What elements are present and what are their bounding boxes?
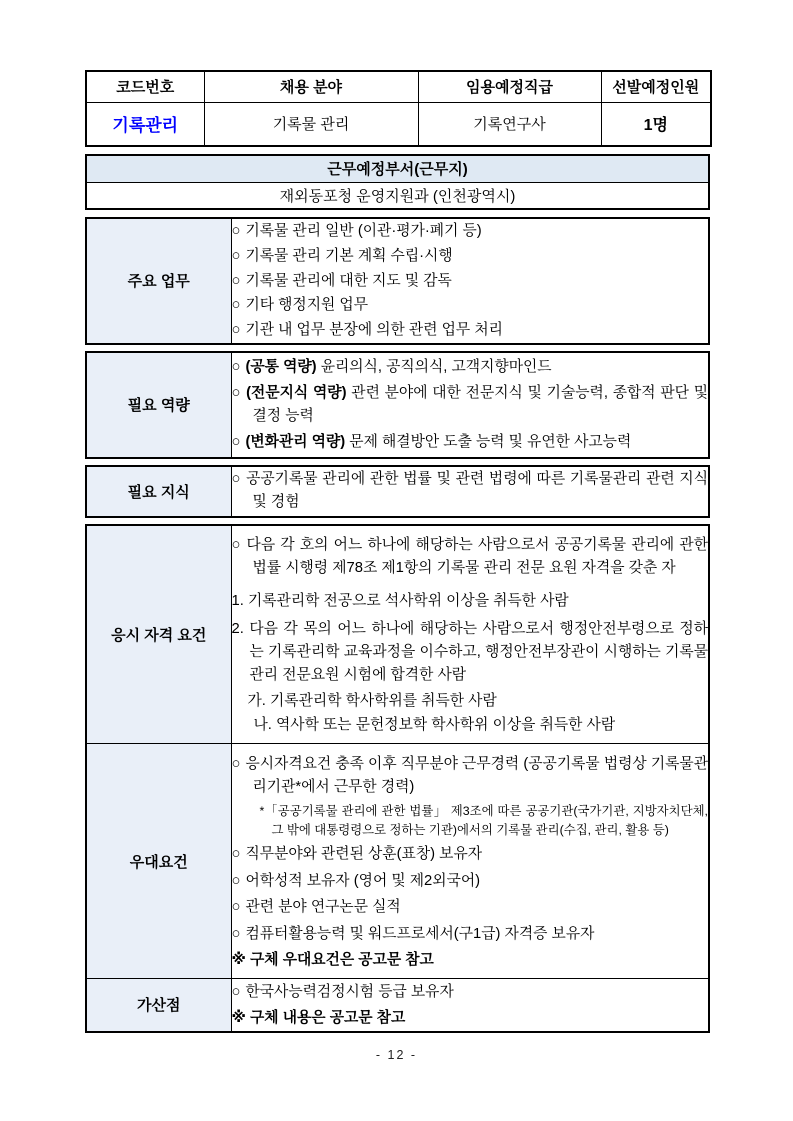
circle-bullet-icon: ○ — [231, 358, 241, 375]
circle-bullet-icon: ○ — [231, 846, 241, 863]
department-value: 재외동포청 운영지원과 (인천광역시) — [86, 182, 709, 209]
circle-bullet-icon: ○ — [231, 384, 242, 401]
department-table — [85, 154, 710, 210]
document-page — [85, 70, 710, 1039]
preferred-row — [86, 744, 709, 979]
qualification-row — [86, 525, 709, 744]
bonus-content — [231, 979, 709, 1032]
competency-tag: (변화관리 역량) — [245, 433, 346, 450]
circle-bullet-icon: ○ — [231, 983, 241, 1000]
qualification-item-2a: 가. 기록관리학 학사학위를 취득한 사람 — [247, 692, 497, 709]
recruit-header-row — [86, 71, 711, 102]
competency-text: 문제 해결방안 도출 능력 및 유연한 사고능력 — [349, 433, 632, 450]
preferred-reference-note: ※ 구체 우대요건은 공고문 참고 — [231, 952, 434, 969]
col-header-count: 선발예정인원 — [601, 71, 711, 102]
circle-bullet-icon: ○ — [231, 297, 241, 314]
competency-text: 윤리의식, 공직의식, 고객지향마인드 — [320, 358, 552, 375]
cell-headcount: 1명 — [601, 102, 711, 146]
col-header-field: 채용 분야 — [204, 71, 418, 102]
recruit-data-row — [86, 102, 711, 146]
preferred-item — [232, 870, 709, 893]
preferred-item — [232, 843, 709, 866]
qualification-intro-text: 다음 각 호의 어느 하나에 해당하는 사람으로서 공공기록물 관리에 관한 법률 시행령 제78조 제1항의 기록물 관리 전문 요원 자격을 갖춘 자 — [246, 536, 708, 576]
cell-code-number: 기록관리 — [86, 102, 204, 146]
circle-bullet-icon: ○ — [231, 471, 242, 488]
circle-bullet-icon: ○ — [231, 872, 241, 889]
duty-text: 기타 행정지원 업무 — [245, 297, 369, 314]
cell-recruit-field: 기록물 관리 — [204, 102, 418, 146]
qualification-item-1: 1. 기록관리학 전공으로 석사학위 이상을 취득한 사람 — [231, 592, 569, 609]
duty-item — [232, 244, 709, 269]
section-label-duties: 주요 업무 — [86, 218, 231, 344]
cell-grade: 기록연구사 — [418, 102, 601, 146]
duty-text: 기록물 관리 기본 계획 수립·시행 — [245, 247, 453, 264]
duty-text: 기록물 관리 일반 (이관·평가·폐기 등) — [245, 223, 482, 239]
col-header-code: 코드번호 — [86, 71, 204, 102]
circle-bullet-icon: ○ — [231, 223, 241, 239]
circle-bullet-icon: ○ — [231, 433, 241, 450]
competency-item — [232, 356, 709, 379]
circle-bullet-icon: ○ — [231, 536, 242, 553]
circle-bullet-icon: ○ — [231, 322, 241, 339]
competency-item — [232, 431, 709, 454]
recruit-table — [85, 70, 712, 147]
circle-bullet-icon: ○ — [231, 925, 241, 942]
knowledge-text: 공공기록물 관리에 관한 법률 및 관련 법령에 따른 기록물관리 관련 지식 및 경험 — [246, 471, 709, 511]
knowledge-content — [231, 466, 709, 517]
bonus-item — [232, 981, 709, 1004]
requirements-table — [85, 524, 710, 1033]
circle-bullet-icon: ○ — [231, 755, 241, 772]
qualification-item-2: 2. 다음 각 목의 어느 하나에 해당하는 사람으로서 행정안전부령으로 정하는 기록관리학 교육과정을 이수하고, 행정안전부장관이 시행하는 기록물관리 전문요원 시험에 합격한 사람 — [231, 621, 708, 683]
preferred-item-footnote: *「공공기록물 관리에 관한 법률」 제3조에 따른 공공기관(국가기관, 지방자치단체, 그 밖에 대통령령으로 정하는 기관)에서의 기록물 관리(수집, 관리, 활용 등) — [259, 804, 708, 837]
circle-bullet-icon: ○ — [231, 247, 241, 264]
department-header: 근무예정부서(근무지) — [86, 155, 709, 182]
section-label-knowledge: 필요 지식 — [86, 466, 231, 517]
knowledge-item — [232, 468, 709, 514]
qualification-content — [231, 525, 709, 744]
qualification-intro — [232, 534, 709, 580]
duties-table — [85, 217, 710, 345]
competency-tag: (공통 역량) — [245, 358, 317, 375]
duty-item — [232, 269, 709, 294]
bonus-reference-note: ※ 구체 내용은 공고문 참고 — [231, 1009, 406, 1026]
section-label-preferred: 우대요건 — [86, 744, 231, 979]
preferred-item — [232, 753, 709, 799]
competency-tag: (전문지식 역량) — [246, 384, 347, 401]
circle-bullet-icon: ○ — [231, 899, 241, 916]
duty-text: 기록물 관리에 대한 지도 및 감독 — [245, 272, 452, 289]
duty-item — [232, 219, 709, 244]
bonus-row — [86, 979, 709, 1032]
section-label-bonus: 가산점 — [86, 979, 231, 1032]
page-number: - 12 - — [375, 1048, 418, 1062]
competencies-content — [231, 352, 709, 458]
bonus-text: 한국사능력검정시험 등급 보유자 — [245, 983, 454, 1000]
preferred-text: 관련 분야 연구논문 실적 — [245, 899, 401, 916]
col-header-grade: 임용예정직급 — [418, 71, 601, 102]
duty-item — [232, 318, 709, 343]
preferred-content — [231, 744, 709, 979]
preferred-text: 컴퓨터활용능력 및 워드프로세서(구1급) 자격증 보유자 — [245, 925, 595, 942]
preferred-text: 직무분야와 관련된 상훈(표창) 보유자 — [245, 846, 483, 863]
preferred-item — [232, 896, 709, 919]
duty-text: 기관 내 업무 분장에 의한 관련 업무 처리 — [245, 322, 503, 339]
preferred-item — [232, 923, 709, 946]
competency-item — [232, 382, 709, 428]
section-label-qualification: 응시 자격 요건 — [86, 525, 231, 744]
duties-content — [231, 218, 709, 344]
preferred-text: 응시자격요건 충족 이후 직무분야 근무경력 (공공기록물 법령상 기록물관리기관*에서 근무한 경력) — [245, 755, 709, 795]
knowledge-table — [85, 465, 710, 518]
competency-text: 관련 분야에 대한 전문지식 및 기술능력, 종합적 판단 및 결정 능력 — [252, 384, 709, 424]
competencies-table — [85, 351, 710, 459]
section-label-competencies: 필요 역량 — [86, 352, 231, 458]
qualification-item-2b: 나. 역사학 또는 문헌정보학 학사학위 이상을 취득한 사람 — [253, 716, 616, 733]
preferred-text: 어학성적 보유자 (영어 및 제2외국어) — [245, 872, 481, 889]
duty-item — [232, 293, 709, 318]
circle-bullet-icon: ○ — [231, 272, 241, 289]
